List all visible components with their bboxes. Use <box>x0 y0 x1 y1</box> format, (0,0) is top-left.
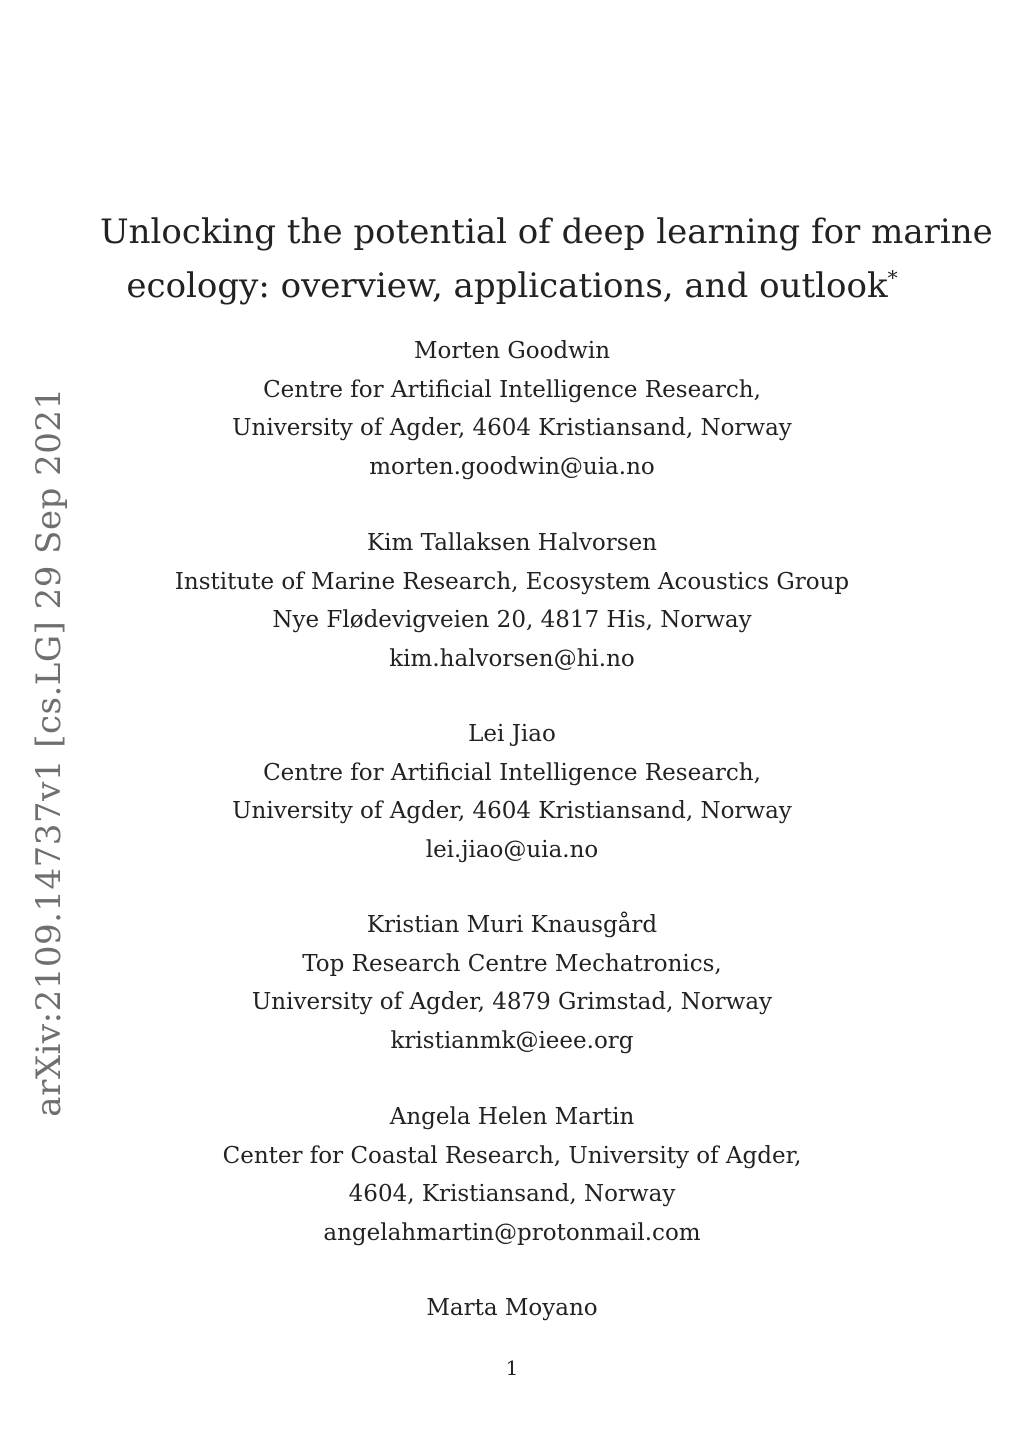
author-name: Kim Tallaksen Halvorsen <box>366 530 657 556</box>
author-block-halvorsen <box>160 524 864 678</box>
author-email[interactable]: angelahmartin@protonmail.com <box>323 1219 701 1246</box>
author-email[interactable]: morten.goodwin@uia.no <box>369 453 655 480</box>
author-block-moyano <box>160 1289 864 1328</box>
author-affiliation: Centre for Artificial Intelligence Research, <box>263 759 761 786</box>
author-block-goodwin <box>160 332 864 486</box>
author-name: Lei Jiao <box>468 721 556 747</box>
author-block-jiao <box>160 715 864 869</box>
author-affiliation: Top Research Centre Mechatronics, <box>302 950 722 977</box>
author-affiliation: University of Agder, 4604 Kristiansand, Norway <box>232 415 792 441</box>
author-block-knausgard <box>160 906 864 1060</box>
title-line-1: Unlocking the potential of deep learning for marine <box>100 212 993 252</box>
author-name: Kristian Muri Knausgård <box>366 912 658 938</box>
author-affiliation: University of Agder, 4604 Kristiansand, Norway <box>232 798 792 824</box>
paper-title <box>100 205 993 313</box>
author-block-martin <box>160 1098 864 1252</box>
author-affiliation: Center for Coastal Research, University of Agder, <box>222 1142 802 1169</box>
author-name: Marta Moyano <box>426 1295 598 1321</box>
author-name: Angela Helen Martin <box>389 1104 635 1130</box>
author-email[interactable]: kim.halvorsen@hi.no <box>389 645 635 672</box>
title-footnote-mark[interactable]: * <box>887 265 898 290</box>
author-affiliation: Centre for Artificial Intelligence Research, <box>263 376 761 403</box>
page-number: 1 <box>505 1356 519 1380</box>
author-affiliation: Institute of Marine Research, Ecosystem Acoustics Group <box>174 568 850 595</box>
author-email[interactable]: kristianmk@ieee.org <box>390 1027 634 1054</box>
author-name: Morten Goodwin <box>413 338 611 364</box>
arxiv-identifier-stamp: arXiv:2109.14737v1 [cs.LG] 29 Sep 2021 <box>29 387 69 1117</box>
title-line-2-text: ecology: overview, applications, and outlook <box>126 266 888 306</box>
author-affiliation: Nye Flødevigveien 20, 4817 His, Norway <box>272 607 752 633</box>
author-affiliation: 4604, Kristiansand, Norway <box>348 1181 676 1207</box>
author-affiliation: University of Agder, 4879 Grimstad, Norway <box>251 989 773 1015</box>
author-email[interactable]: lei.jiao@uia.no <box>425 836 599 863</box>
title-line-2 <box>100 259 924 313</box>
